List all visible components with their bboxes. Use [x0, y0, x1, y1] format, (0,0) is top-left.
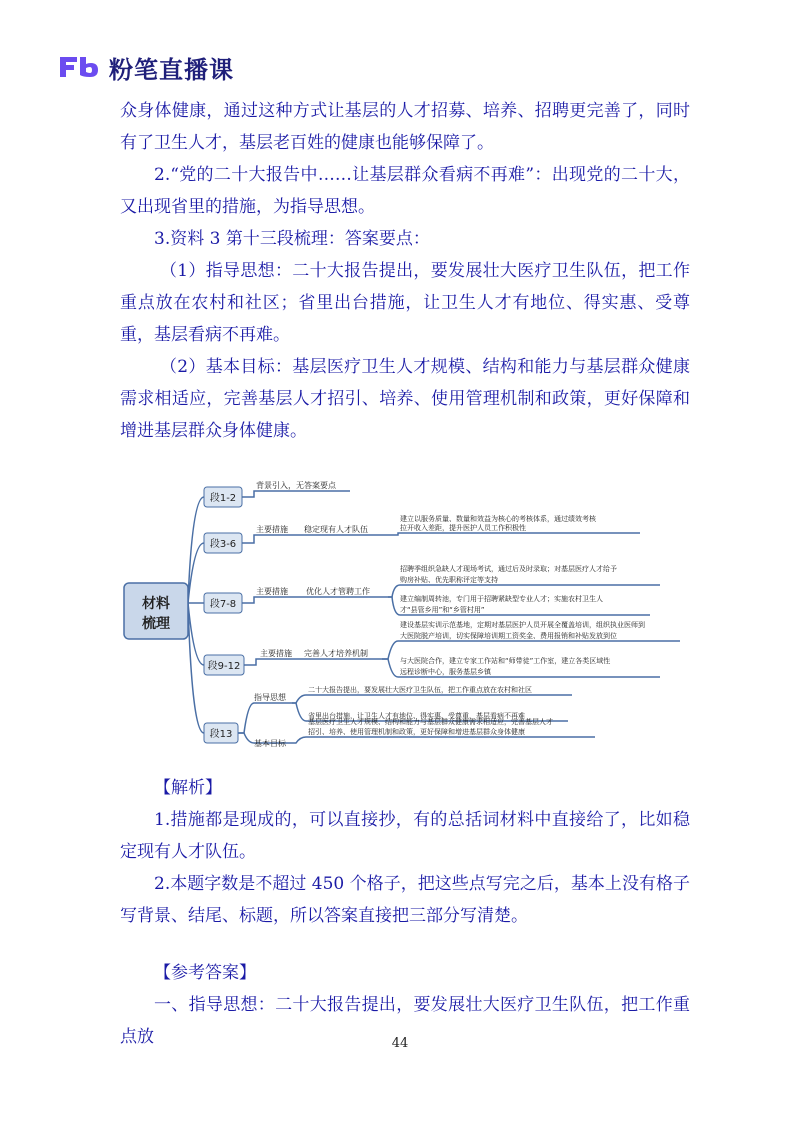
measure-detail: 建设基层实训示范基地，定期对基层医护人员开展全覆盖培训，组织执业医师到	[400, 621, 645, 629]
measure-topic: 完善人才培养机制	[304, 649, 368, 658]
goal-detail: 招引、培养、使用管理机制和政策，更好保障和增进基层群众身体健康	[308, 728, 525, 736]
goal-label: 基本目标	[254, 739, 286, 748]
segment-label: 段3-6	[209, 539, 237, 550]
goal-detail: 基层医疗卫生人才规模、结构和能力与基层群众健康需求相适应，完善基层人才	[308, 718, 553, 726]
segment-label: 段9-12	[207, 661, 241, 672]
page-number: 44	[391, 1036, 409, 1051]
measure-detail: 建立以服务质量、数量和效益为核心的考核体系，通过绩效考核	[400, 515, 596, 523]
mind-map	[120, 475, 690, 760]
measure-topic: 优化人才管聘工作	[306, 587, 370, 596]
mindmap-root-line2: 梳理	[142, 616, 170, 632]
measure-detail: 与大医院合作，建立专家工作站和“师带徒”工作室，建立各类区域性	[400, 657, 611, 665]
measure-detail: 大医院脱产培训，切实保障培训期工资奖金、费用报销和补贴发放到位	[400, 632, 617, 640]
paragraph: 2.“党的二十大报告中……让基层群众看病不再难”：出现党的二十大，又出现省里的措施，为指导思想。	[120, 165, 690, 217]
brand-name: 粉笔直播课	[109, 55, 234, 84]
measure-detail: 招聘季组织急缺人才现场考试，通过后及时录取；对基层医疗人才给予	[400, 565, 617, 573]
reference-heading: 【参考答案】	[154, 963, 256, 983]
segment-label: 段13	[209, 729, 233, 740]
paragraph: 3.资料 3 第十三段梳理：答案要点：	[154, 229, 430, 249]
segment-label: 段7-8	[209, 599, 237, 610]
measure-type: 主要措施	[256, 587, 288, 596]
measure-type: 主要措施	[260, 649, 292, 658]
paragraph: 2.本题字数是不超过 450 个格子，把这些点写完之后，基本上没有格子写背景、结尾、标题，所以答案直接把三部分写清楚。	[120, 874, 690, 926]
measure-detail: 拉开收入差距，提升医护人员工作积极性	[400, 524, 526, 532]
header	[57, 50, 234, 84]
guide-label: 指导思想	[254, 693, 286, 702]
guide-detail: 省里出台措施，让卫生人才有地位、得实惠、受尊重，基层看病不再难	[308, 712, 525, 720]
measure-type: 主要措施	[256, 525, 288, 534]
paragraph: 众身体健康，通过这种方式让基层的人才招募、培养、招聘更完善了，同时有了卫生人才，基层老百姓的健康也能够保障了。	[120, 101, 690, 153]
paragraph: 1.措施都是现成的，可以直接抄，有的总括词材料中直接给了，比如稳定现有人才队伍。	[120, 810, 690, 862]
guide-detail: 二十大报告提出，要发展壮大医疗卫生队伍，把工作重点放在农村和社区	[308, 686, 532, 694]
paragraph: （2）基本目标：基层医疗卫生人才规模、结构和能力与基层群众健康需求相适应，完善基层人才招引、培养、使用管理机制和政策，更好保障和增进基层群众身体健康。	[120, 357, 690, 441]
paragraph: 一、指导思想：二十大报告提出，要发展壮大医疗卫生队伍，把工作重点放	[120, 995, 690, 1047]
paragraph: （1）指导思想：二十大报告提出，要发展壮大医疗卫生队伍，把工作重点放在农村和社区；省里出台措施，让卫生人才有地位、得实惠、受尊重，基层看病不再难。	[120, 261, 690, 345]
analysis-section	[120, 772, 690, 932]
analysis-heading: 【解析】	[154, 778, 222, 798]
mindmap-root-line1: 材料	[142, 596, 170, 612]
measure-topic: 稳定现有人才队伍	[304, 525, 368, 534]
measure-detail: 建立编制周转池，专门用于招聘紧缺型专业人才；实施农村卫生人	[400, 595, 603, 603]
fb-logo-icon	[57, 54, 101, 80]
measure-detail: 购房补贴、优先职称评定等支持	[400, 576, 498, 584]
segment-note: 背景引入，无答案要点	[256, 481, 336, 490]
segment-label: 段1-2	[209, 493, 237, 504]
measure-detail: 才“县管乡用”和“乡管村用”	[400, 606, 485, 614]
body-top	[120, 95, 690, 447]
measure-detail: 远程诊断中心，服务基层乡镇	[400, 668, 491, 676]
